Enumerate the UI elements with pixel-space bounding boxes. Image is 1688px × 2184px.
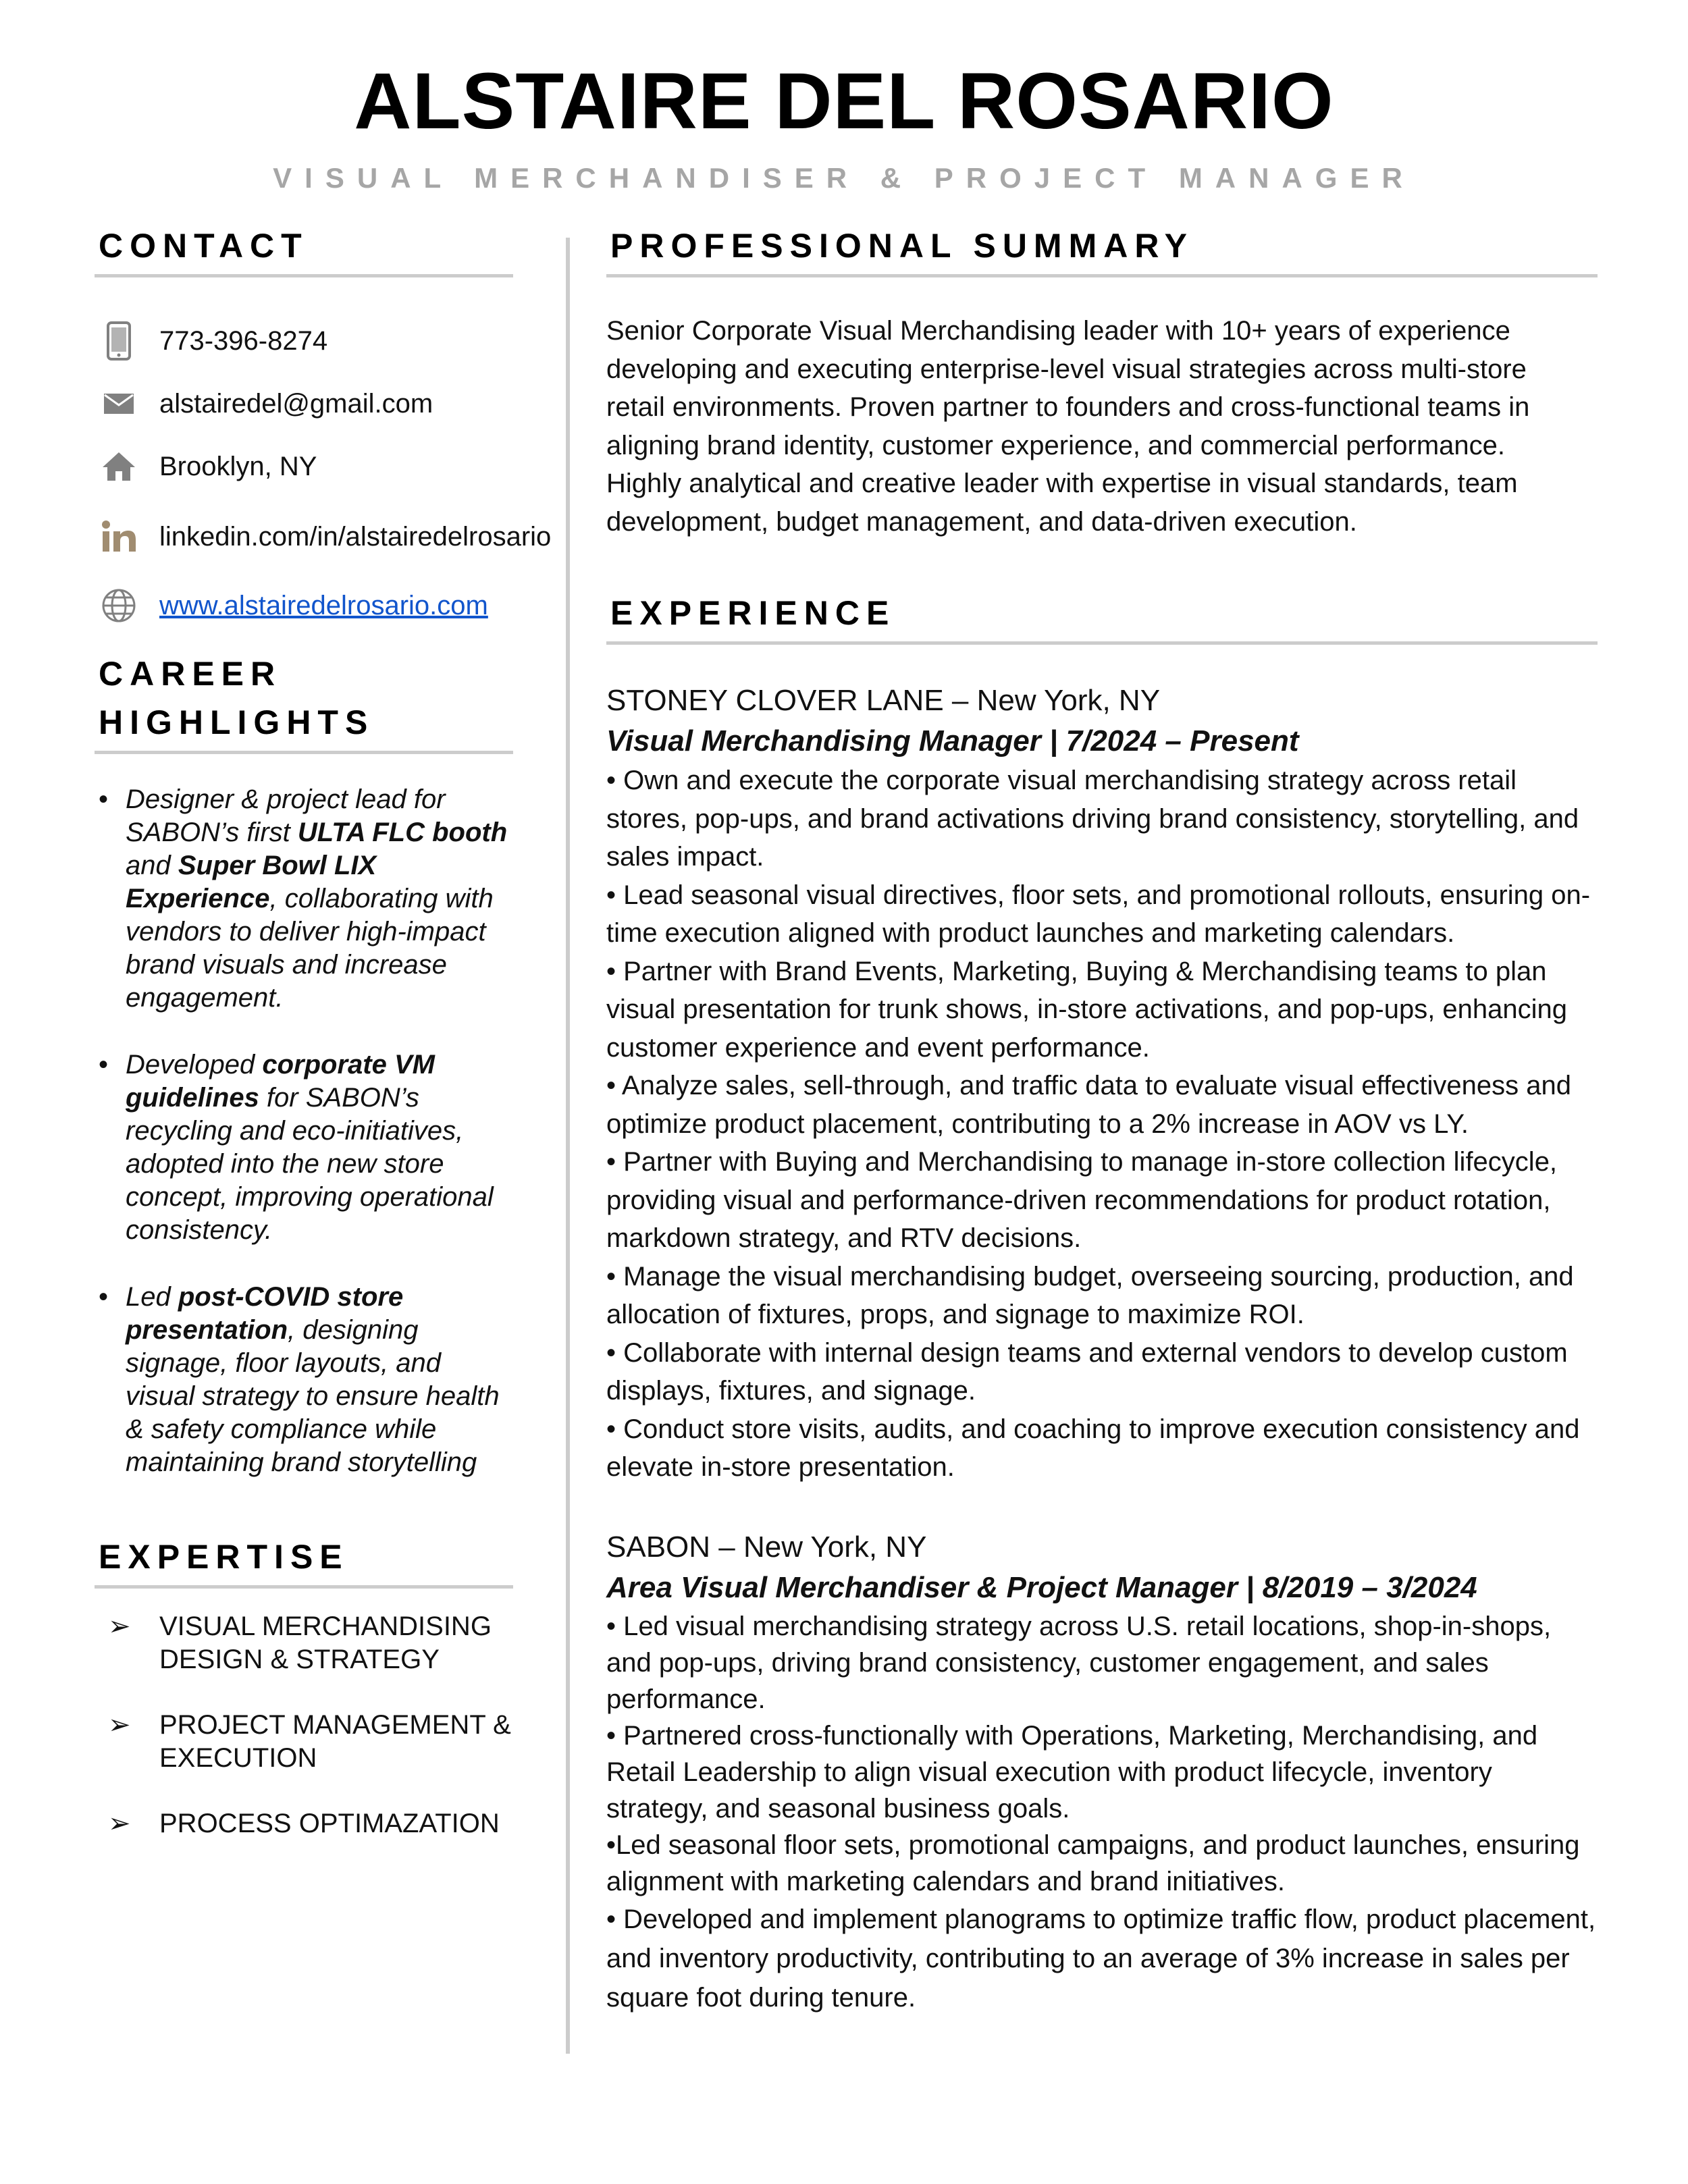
job-bullet: • Led visual merchandising strategy across U.S. retail locations, shop-in-shops, and pop-ups, driving brand consistency, customer engagement, and sales performance. [606, 1612, 1552, 1714]
contact-website [99, 582, 488, 629]
envelope-icon [99, 383, 139, 424]
contact-heading: CONTACT [99, 227, 309, 265]
highlights-heading-line2: HIGHLIGHTS [99, 703, 375, 741]
expertise-rule [95, 1585, 513, 1589]
highlights-rule [95, 751, 513, 754]
job-bullet: • Partner with Brand Events, Marketing, Buying & Merchandising teams to plan visual presentation for trunk shows, in-store activations, and pop-ups, enhancing customer experience and event performance. [606, 956, 1568, 1063]
highlights-heading-line1: CAREER [99, 655, 282, 693]
linkedin-url[interactable]: linkedin.com/in/alstairedelrosario [159, 521, 552, 552]
linkedin-icon [99, 516, 139, 557]
job-bullet: • Conduct store visits, audits, and coaching to improve execution consistency and elevate in-store presentation. [606, 1414, 1580, 1482]
job-bullets [606, 762, 1599, 1487]
summary-heading: PROFESSIONAL SUMMARY [610, 227, 1194, 265]
job-bullet: • Developed and implement planograms to optimize traffic flow, product placement, and inventory productivity, contributing to an average of 3% increase in sales per square foot during tenure. [606, 1905, 1596, 2013]
arrow-bullet-icon: ➢ [108, 1710, 131, 1740]
job-bullet: •Led seasonal floor sets, promotional campaigns, and product launches, ensuring alignment with marketing calendars and brand initiatives. [606, 1830, 1580, 1896]
expertise-item: ➢ PROJECT MANAGEMENT & EXECUTION [108, 1710, 511, 1773]
job-bullet: • Collaborate with internal design teams and external vendors to develop custom displays, fixtures, and signage. [606, 1337, 1568, 1406]
column-divider [566, 238, 570, 2054]
highlight-item: • Designer & project lead for SABON’s first ULTA FLC booth and Super Bowl LIX Experience, collaborating with vendors to deliver high-impact brand visuals and increase engagement. [99, 784, 508, 1013]
globe-icon [99, 585, 139, 626]
highlight-item: • Led post-COVID store presentation, designing signage, floor layouts, and visual strategy to ensure health & safety compliance while maintaining brand storytelling [99, 1282, 500, 1477]
job-entry [606, 681, 1599, 1487]
job-bullet: • Partnered cross-functionally with Operations, Marketing, Merchandising, and Retail Leadership to align visual execution with product lifecycle, inventory strategy, and seasonal business goals. [606, 1721, 1538, 1823]
contact-email [99, 380, 433, 427]
bullet-icon: • [99, 784, 109, 814]
website-link[interactable]: www.alstairedelrosario.com [159, 590, 488, 620]
email-address: alstairedel@gmail.com [159, 388, 433, 419]
bullet-icon: • [99, 1282, 109, 1312]
job-title: VISUAL MERCHANDISER & PROJECT MANAGER [273, 162, 1415, 194]
summary-rule [606, 274, 1598, 277]
job-role: Visual Merchandising Manager | 7/2024 – Present [606, 724, 1299, 757]
company-name: STONEY CLOVER LANE – New York, NY [606, 684, 1161, 717]
company-name: SABON – New York, NY [606, 1530, 927, 1564]
candidate-name: ALSTAIRE DEL ROSARIO [354, 57, 1334, 146]
job-bullet: • Manage the visual merchandising budget, overseeing sourcing, production, and allocation of fixtures, props, and signage to maximize ROI. [606, 1261, 1574, 1329]
phone-number: 773-396-8274 [159, 325, 328, 356]
home-icon [99, 446, 139, 487]
experience-rule [606, 641, 1598, 645]
expertise-item: ➢ VISUAL MERCHANDISING DESIGN & STRATEGY [108, 1612, 492, 1674]
job-role: Area Visual Merchandiser & Project Manager | 8/2019 – 3/2024 [606, 1571, 1477, 1604]
expertise-list [108, 1610, 527, 1873]
job-bullet: • Lead seasonal visual directives, floor sets, and promotional rollouts, ensuring on-time execution aligned with product launches and marketing calendars. [606, 880, 1591, 948]
job-entry [606, 1527, 1599, 2017]
contact-rule [95, 274, 513, 277]
job-bullet: • Partner with Buying and Merchandising to manage in-store collection lifecycle, providing visual and performance-driven recommendations for product rotation, markdown strategy, and RTV decisions. [606, 1147, 1558, 1253]
contact-linkedin [99, 513, 551, 560]
arrow-bullet-icon: ➢ [108, 1809, 131, 1838]
location: Brooklyn, NY [159, 451, 317, 481]
expertise-item: ➢ PROCESS OPTIMAZATION [108, 1807, 527, 1840]
experience-heading: EXPERIENCE [610, 594, 896, 632]
contact-location [99, 443, 317, 490]
job-bullet: • Own and execute the corporate visual merchandising strategy across retail stores, pop-ups, and brand activations driving brand consistency, storytelling, and sales impact. [606, 766, 1579, 872]
summary-text: Senior Corporate Visual Merchandising leader with 10+ years of experience developing and executing enterprise-level visual strategies across multi-store retail environments. Proven partner to founders and cross-functional teams in aligning brand identity, customer experience, and commercial performance. Highly analytical and creative leader with expertise in visual standards, team development, budget management, and data-driven execution. [606, 316, 1530, 537]
job-bullet: • Analyze sales, sell-through, and traffic data to evaluate visual effectiveness and optimize product placement, contributing to a 2% increase in AOV vs LY. [606, 1071, 1571, 1139]
job-bullets [606, 1608, 1599, 2017]
expertise-heading: EXPERTISE [99, 1538, 349, 1576]
arrow-bullet-icon: ➢ [108, 1612, 131, 1641]
phone-icon [99, 321, 139, 361]
contact-phone [99, 317, 327, 365]
highlights-list [99, 783, 517, 1513]
bullet-icon: • [99, 1050, 109, 1080]
highlight-item: • Developed corporate VM guidelines for SABON’s recycling and eco-initiatives, adopted into the new store concept, improving operational consistency. [99, 1050, 494, 1245]
